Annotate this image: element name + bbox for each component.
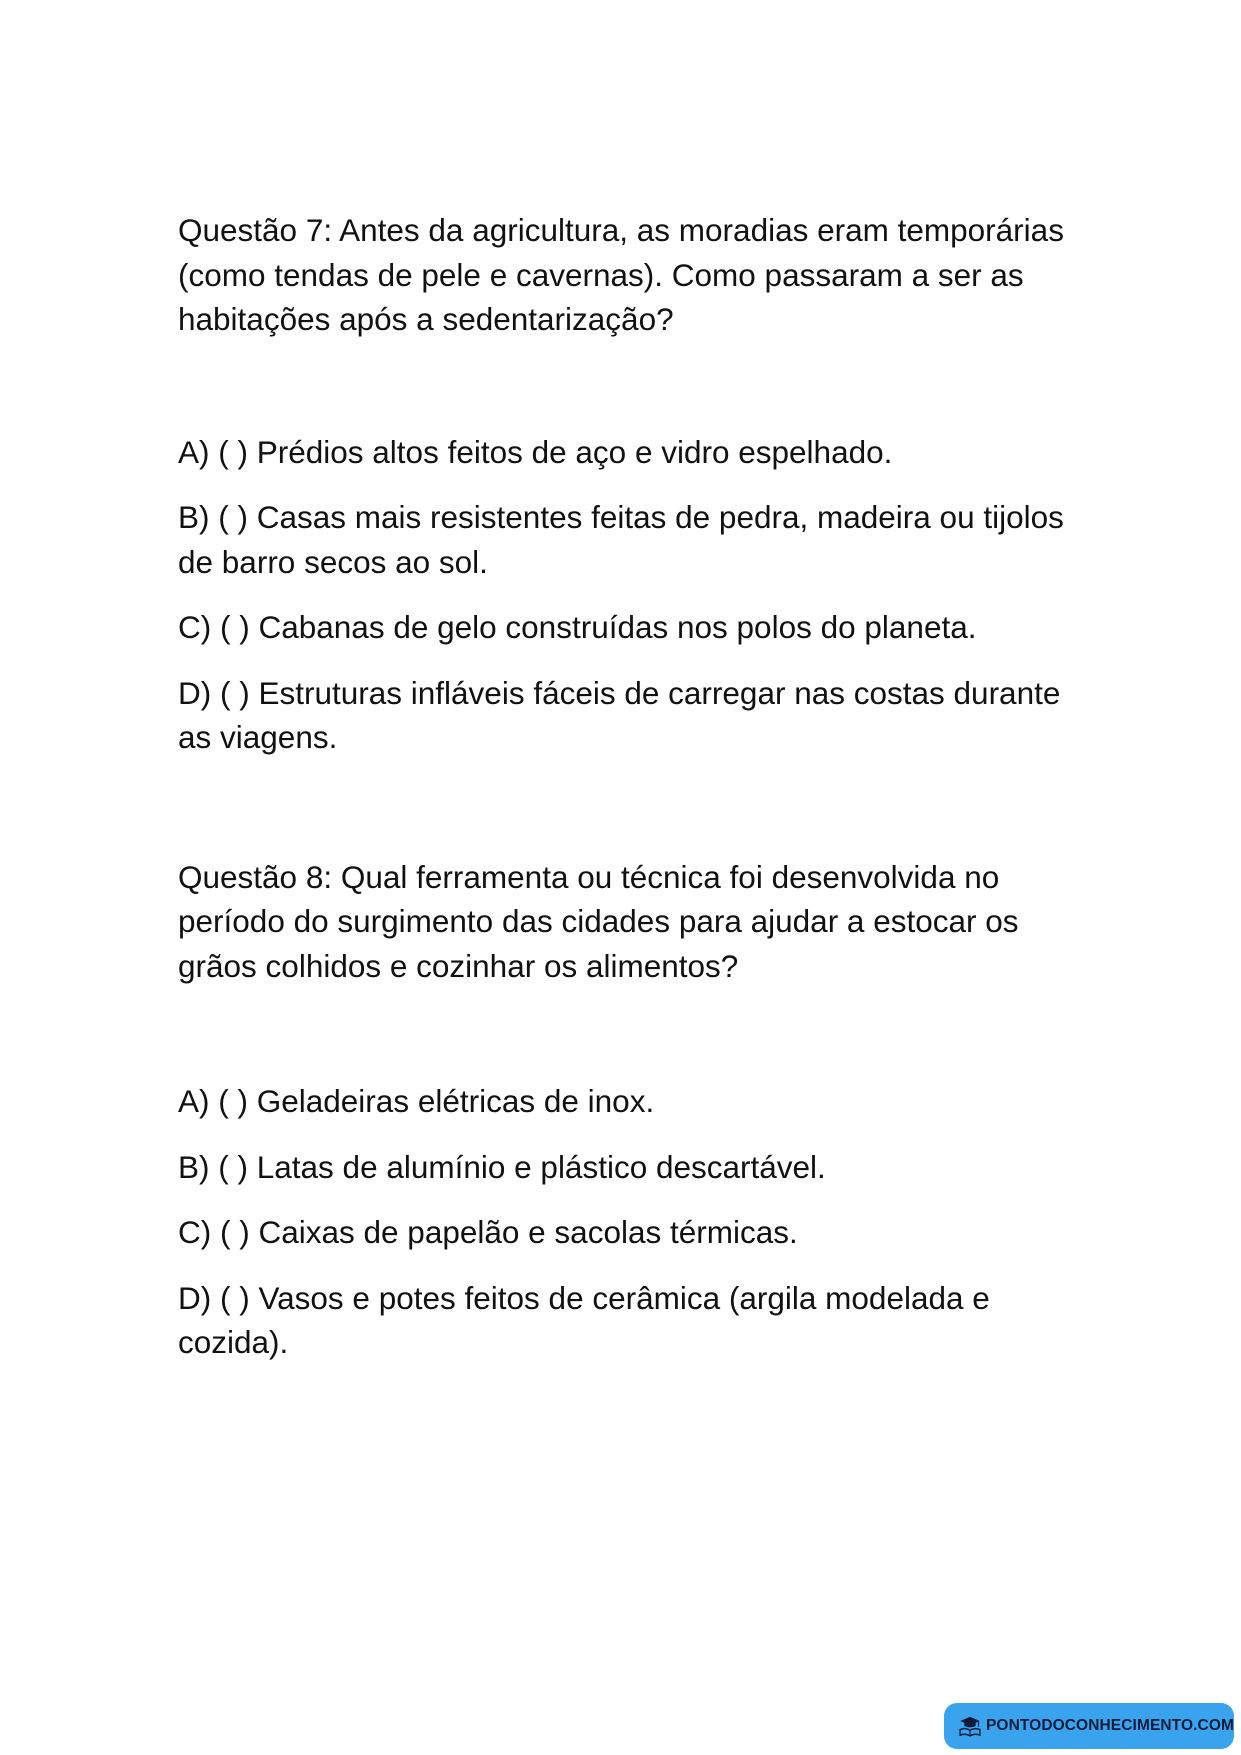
question-8-option-d: D) ( ) Vasos e potes feitos de cerâmica (argila modelada e cozida). bbox=[178, 1279, 990, 1360]
question-7-option-a: A) ( ) Prédios altos feitos de aço e vidro espelhado. bbox=[178, 433, 893, 470]
site-brand-text: PONTODOCONHECIMENTO.COM bbox=[985, 1717, 1234, 1734]
question-7-options bbox=[178, 430, 1078, 760]
question-8-text: Questão 8: Qual ferramenta ou técnica foi desenvolvida no período do surgimento das cidades para ajudar a estocar os grãos colhidos e cozinhar os alimentos? bbox=[178, 858, 1019, 984]
site-brand-badge[interactable] bbox=[944, 1703, 1234, 1749]
question-7-option-c: C) ( ) Cabanas de gelo construídas nos polos do planeta. bbox=[178, 609, 977, 645]
question-7-option-d: D) ( ) Estruturas infláveis fáceis de carregar nas costas durante as viagens. bbox=[178, 674, 1061, 755]
question-7-option-b: B) ( ) Casas mais resistentes feitas de pedra, madeira ou tijolos de barro secos ao sol. bbox=[178, 499, 1064, 580]
question-8-option-b: B) ( ) Latas de alumínio e plástico descartável. bbox=[178, 1148, 826, 1185]
worksheet-content bbox=[178, 208, 1078, 1365]
question-8-options bbox=[178, 1079, 1078, 1365]
question-8-option-c: C) ( ) Caixas de papelão e sacolas térmicas. bbox=[178, 1214, 798, 1250]
question-7-text: Questão 7: Antes da agricultura, as moradias eram temporárias (como tendas de pele e cavernas). Como passaram a ser as habitações após a sedentarização? bbox=[178, 212, 1064, 337]
graduation-book-icon bbox=[958, 1710, 982, 1742]
question-8-option-a: A) ( ) Geladeiras elétricas de inox. bbox=[178, 1083, 655, 1119]
